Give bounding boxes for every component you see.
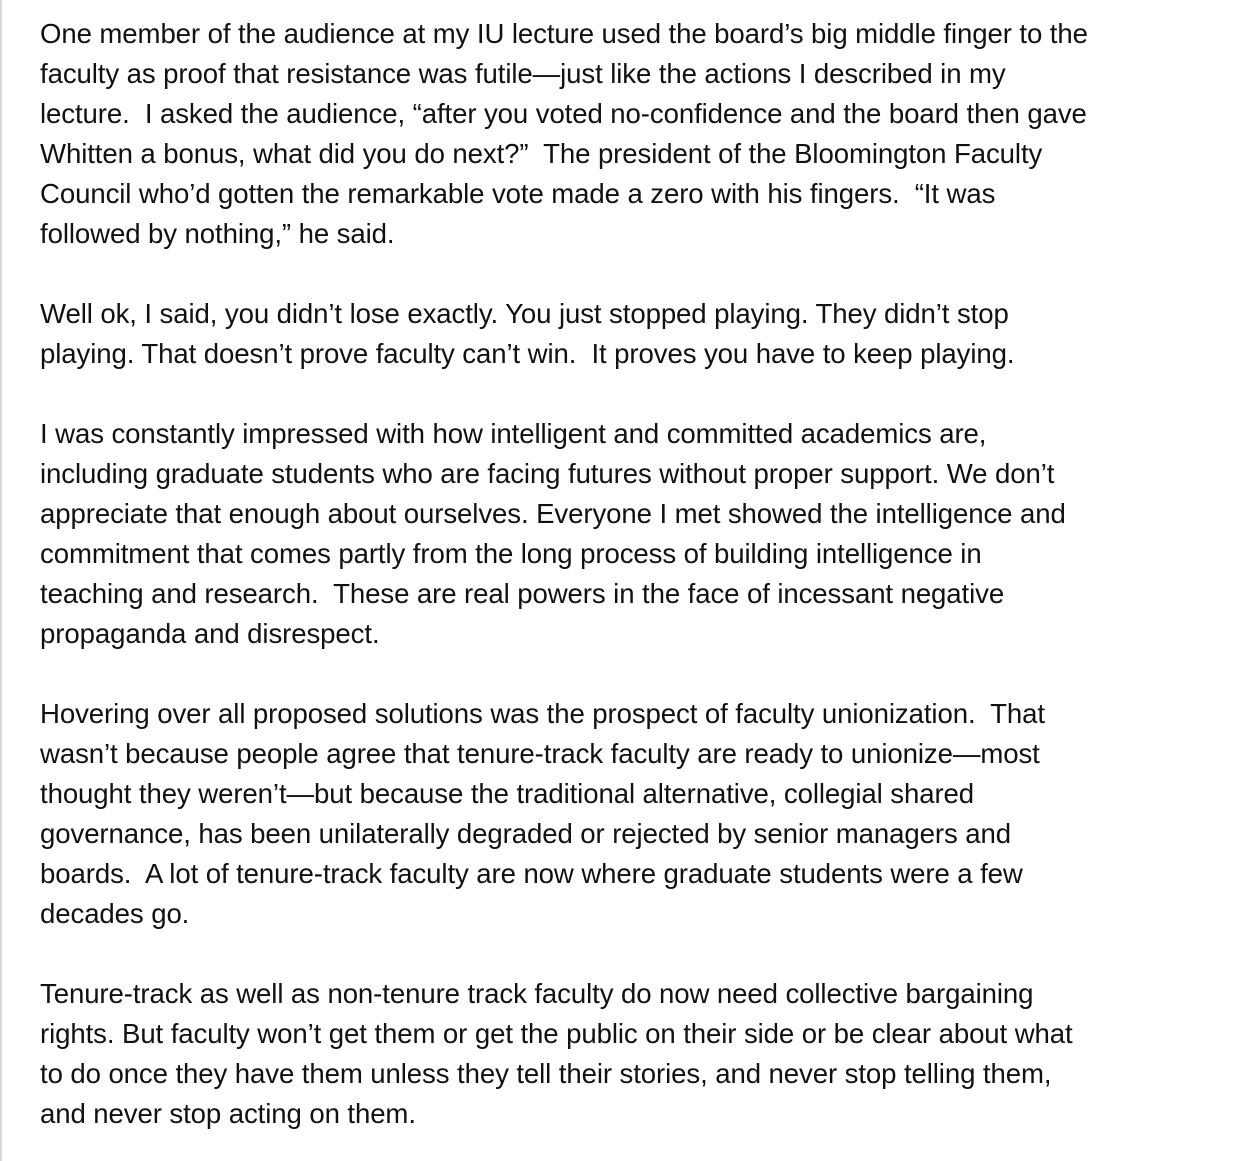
text-line: thought they weren’t—but because the traditional alternative, collegial shared: [40, 778, 975, 809]
text-line: propaganda and disrespect.: [40, 618, 380, 649]
text-line: and never stop acting on them.: [40, 1098, 416, 1129]
text-line: boards. A lot of tenure-track faculty are now where graduate students were a few: [40, 858, 1023, 889]
text-line: followed by nothing,” he said.: [40, 218, 395, 249]
text-line: governance, has been unilaterally degraded or rejected by senior managers and: [40, 818, 1011, 849]
paragraph-3: [40, 414, 1240, 654]
document-body: [40, 14, 1240, 1134]
text-line: decades go.: [40, 898, 190, 929]
text-line: lecture. I asked the audience, “after you voted no-confidence and the board then gave: [40, 98, 1087, 129]
text-line: Well ok, I said, you didn’t lose exactly. You just stopped playing. They didn’t stop: [40, 298, 1009, 329]
paragraph-5: [40, 974, 1240, 1134]
text-line: Hovering over all proposed solutions was the prospect of faculty unionization. That: [40, 698, 1045, 729]
paragraph-4: [40, 694, 1240, 934]
text-line: to do once they have them unless they tell their stories, and never stop telling them,: [40, 1058, 1052, 1089]
paragraph-1: [40, 14, 1240, 254]
text-line: One member of the audience at my IU lecture used the board’s big middle finger to the: [40, 18, 1088, 49]
text-line: playing. That doesn’t prove faculty can’t win. It proves you have to keep playing.: [40, 338, 1015, 369]
left-border-rule: [0, 0, 2, 1161]
text-line: Whitten a bonus, what did you do next?” The president of the Bloomington Faculty: [40, 138, 1043, 169]
text-line: teaching and research. These are real powers in the face of incessant negative: [40, 578, 1005, 609]
text-line: Council who’d gotten the remarkable vote made a zero with his fingers. “It was: [40, 178, 996, 209]
text-line: appreciate that enough about ourselves. Everyone I met showed the intelligence and: [40, 498, 1066, 529]
text-line: Tenure-track as well as non-tenure track faculty do now need collective bargaining: [40, 978, 1034, 1009]
paragraph-2: [40, 294, 1240, 374]
text-line: I was constantly impressed with how intelligent and committed academics are,: [40, 418, 987, 449]
text-line: rights. But faculty won’t get them or get the public on their side or be clear about what: [40, 1018, 1073, 1049]
text-line: faculty as proof that resistance was futile—just like the actions I described in my: [40, 58, 1006, 89]
text-line: including graduate students who are facing futures without proper support. We don’t: [40, 458, 1055, 489]
text-line: commitment that comes partly from the long process of building intelligence in: [40, 538, 982, 569]
text-line: wasn’t because people agree that tenure-track faculty are ready to unionize—most: [40, 738, 1040, 769]
